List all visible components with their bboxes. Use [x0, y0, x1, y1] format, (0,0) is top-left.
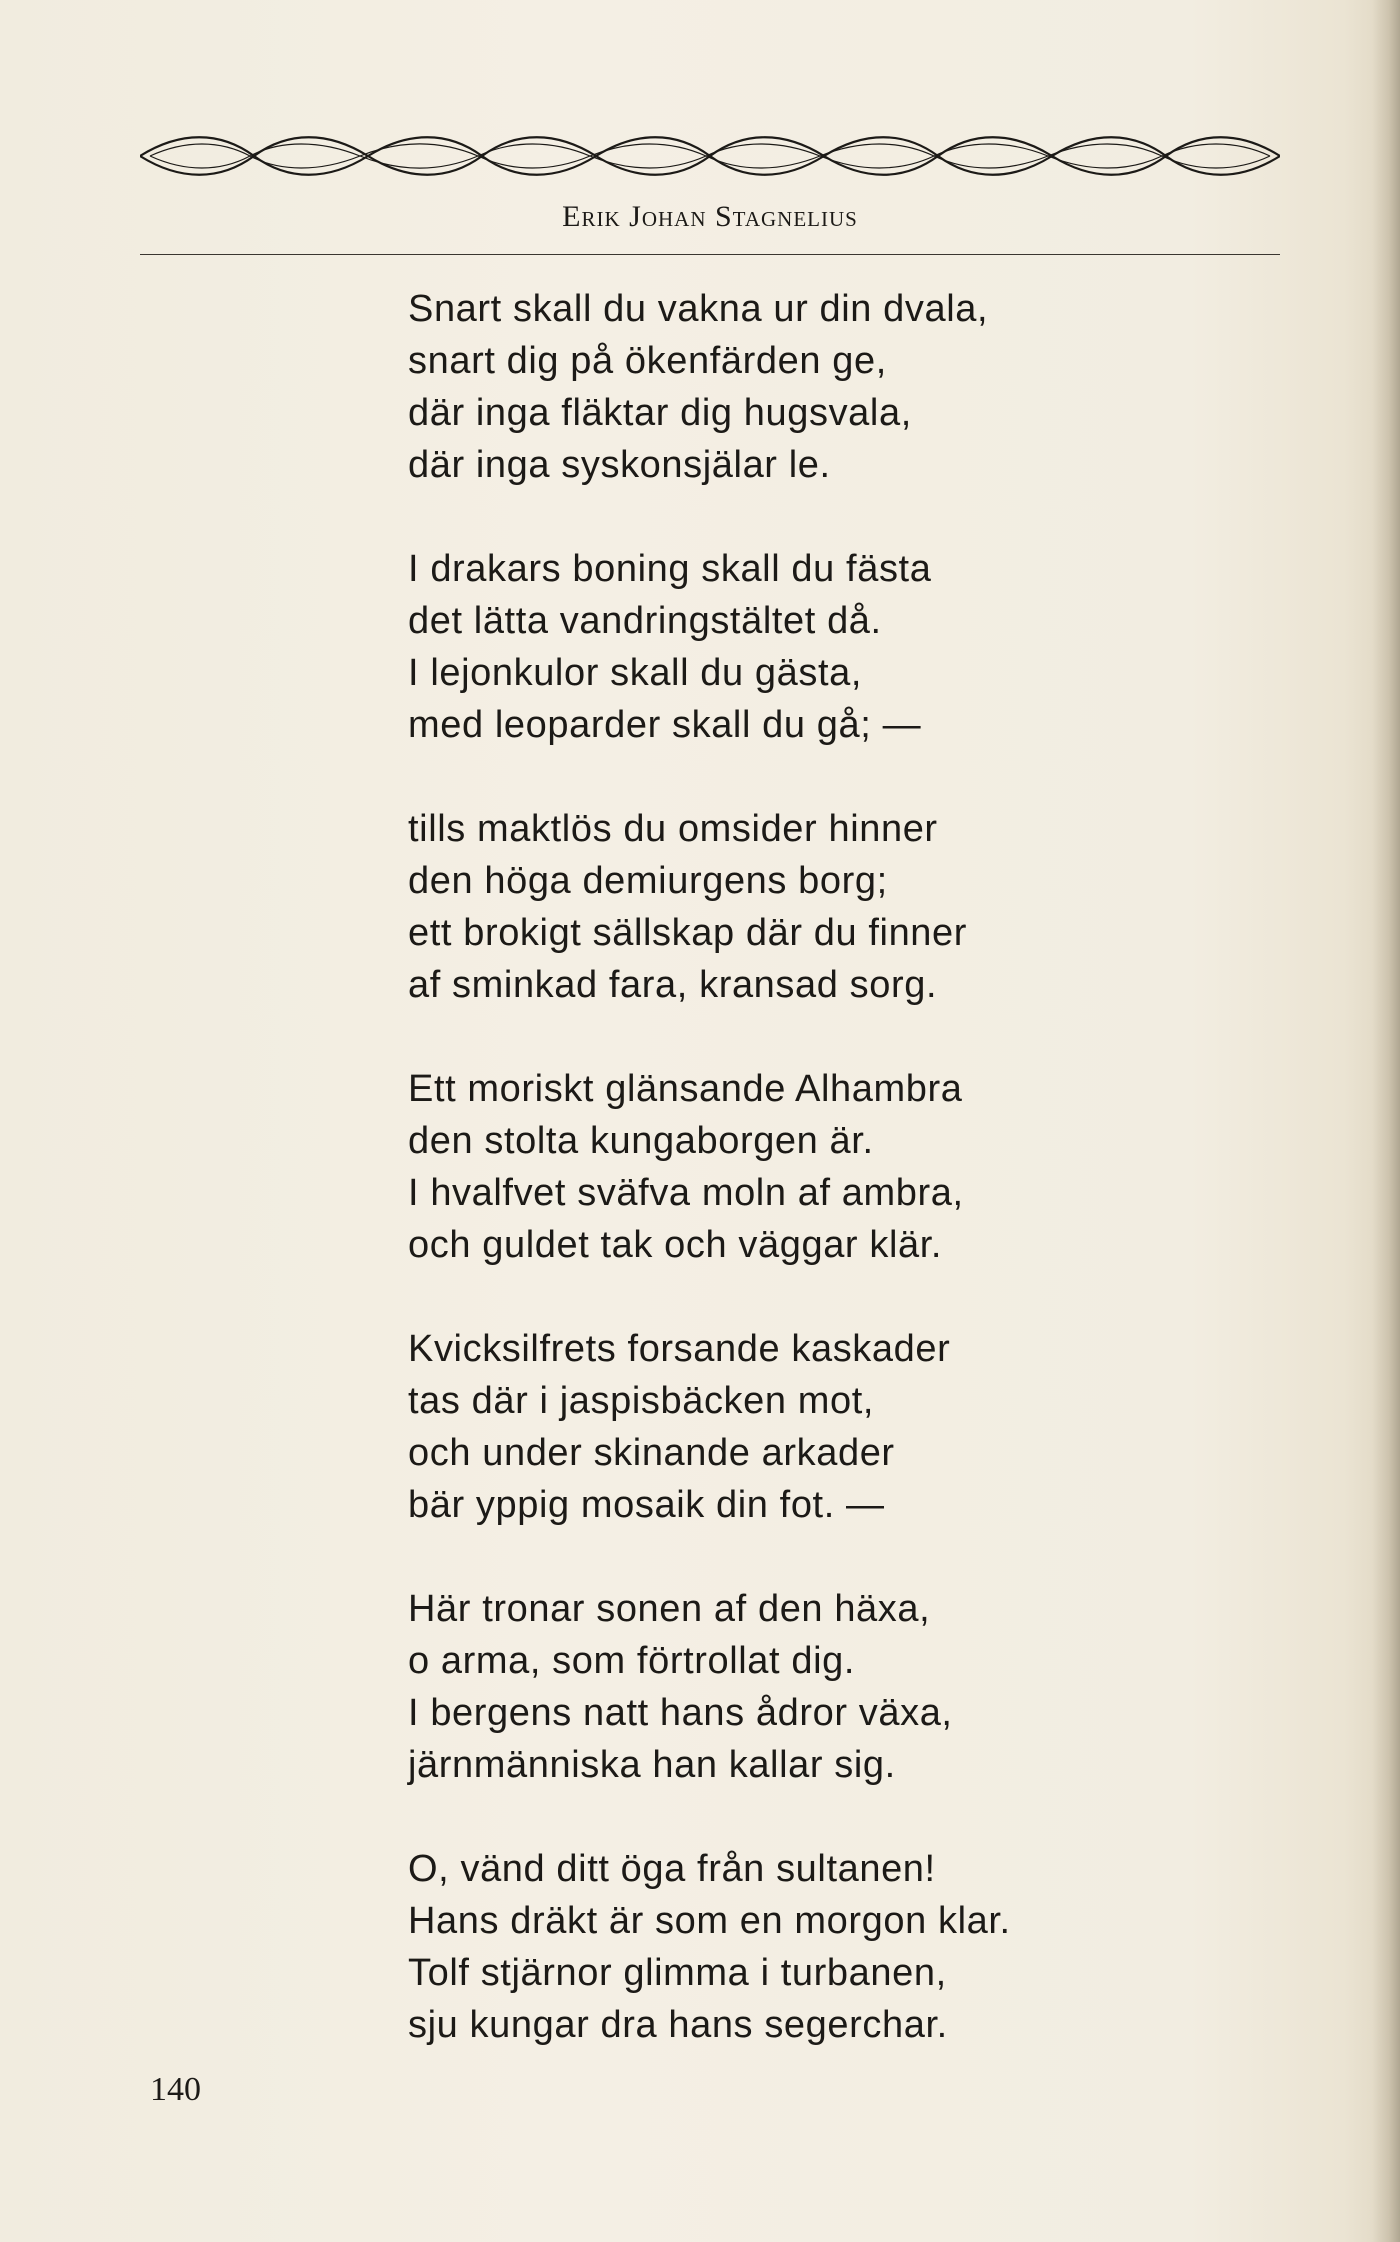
- poem-body: [408, 283, 1168, 2103]
- verse-line: med leoparder skall du gå; —: [408, 704, 922, 746]
- stanza: [408, 283, 1168, 491]
- stanza: [408, 1843, 1168, 2051]
- stanza: [408, 1583, 1168, 1791]
- stanza: [408, 803, 1168, 1011]
- verse-line: Här tronar sonen af den häxa,: [408, 1588, 931, 1630]
- verse-line: o arma, som förtrollat dig.: [408, 1640, 856, 1682]
- page-number: 140: [150, 2071, 201, 2108]
- verse-line: där inga fläktar dig hugsvala,: [408, 392, 912, 434]
- verse-line: snart dig på ökenfärden ge,: [408, 340, 887, 382]
- verse-line: det lätta vandringstältet då.: [408, 600, 882, 642]
- braided-chain-ornament-icon: [140, 126, 1280, 186]
- verse-line: af sminkad fara, kransad sorg.: [408, 964, 938, 1006]
- verse-line: och guldet tak och väggar klär.: [408, 1224, 943, 1266]
- verse-line: bär yppig mosaik din fot. —: [408, 1484, 885, 1526]
- verse-line: sju kungar dra hans segerchar.: [408, 2004, 948, 2046]
- verse-line: där inga syskonsjälar le.: [408, 444, 831, 486]
- verse-line: Snart skall du vakna ur din dvala,: [408, 288, 989, 330]
- verse-line: Kvicksilfrets forsande kaskader: [408, 1328, 951, 1370]
- stanza: [408, 1323, 1168, 1531]
- verse-line: O, vänd ditt öga från sultanen!: [408, 1848, 936, 1890]
- verse-line: I drakars boning skall du fästa: [408, 548, 932, 590]
- verse-line: tills maktlös du omsider hinner: [408, 808, 938, 850]
- verse-line: den stolta kungaborgen är.: [408, 1120, 874, 1162]
- verse-line: Hans dräkt är som en morgon klar.: [408, 1900, 1011, 1942]
- header-rule: [140, 254, 1280, 255]
- verse-line: tas där i jaspisbäcken mot,: [408, 1380, 875, 1422]
- verse-line: och under skinande arkader: [408, 1432, 895, 1474]
- stanza: [408, 1063, 1168, 1271]
- running-head: Erik Johan Stagnelius: [562, 200, 858, 233]
- verse-line: järnmänniska han kallar sig.: [408, 1744, 896, 1786]
- verse-line: I bergens natt hans ådror växa,: [408, 1692, 953, 1734]
- stanza: [408, 543, 1168, 751]
- verse-line: I lejonkulor skall du gästa,: [408, 652, 863, 694]
- verse-line: den höga demiurgens borg;: [408, 860, 888, 902]
- verse-line: I hvalfvet sväfva moln af ambra,: [408, 1172, 964, 1214]
- page-edge-shadow: [1372, 0, 1400, 2242]
- verse-line: Tolf stjärnor glimma i turbanen,: [408, 1952, 947, 1994]
- verse-line: Ett moriskt glänsande Alhambra: [408, 1068, 963, 1110]
- verse-line: ett brokigt sällskap där du finner: [408, 912, 968, 954]
